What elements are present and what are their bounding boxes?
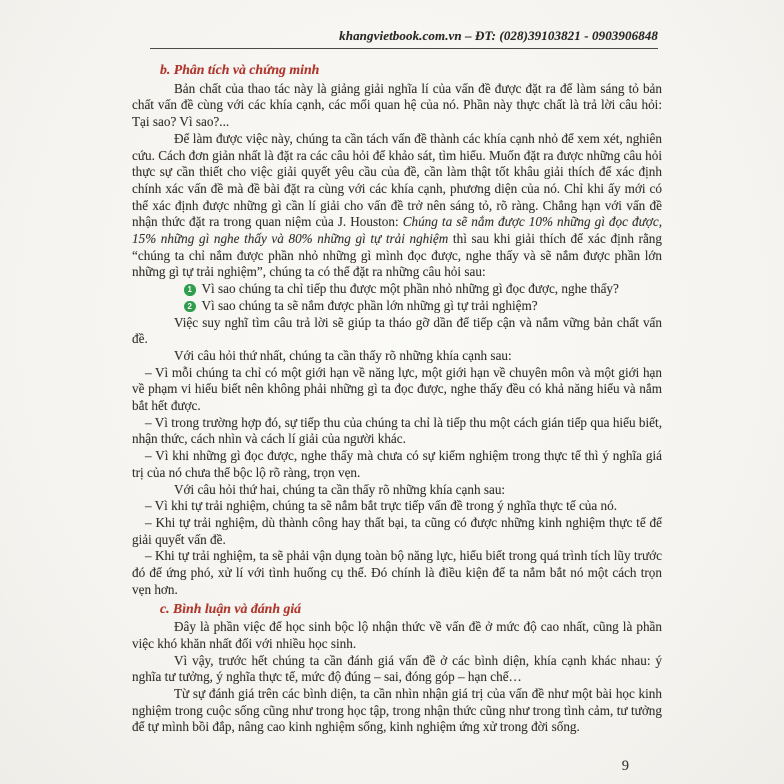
dash-point: – Vì khi tự trải nghiệm, chúng ta sẽ nắm bắt trực tiếp vấn đề trong ý nghĩa thực tế của nó. [145,498,618,514]
section-heading-b: b. Phân tích và chứng minh [160,62,320,77]
paragraph: Vì vậy, trước hết chúng ta cần đánh giá vấn đề ở các bình diện, khía cạnh khác nhau: ý nghĩa tư tưởng, ý nghĩa thực tế, mức độ đúng – sai, đóng góp – hạn chế… [132,652,662,685]
paragraph: Từ sự đánh giá trên các bình diện, ta cần nhìn nhận giá trị của vấn đề như một bài học kinh nghiệm trong cuộc sống cũng như trong học tập, trong nhận thức cũng như trong tình cảm, tư tưởng để tự mình bồi đắp, nâng cao kinh nghiệm sống, kinh nghiệm ứng xử trong đời sống. [132,686,662,735]
paragraph: Bản chất của thao tác này là giảng giải nghĩa lí của vấn đề được đặt ra để làm sáng tỏ bản chất vấn đề cùng với các khía cạnh, các mối quan hệ của nó. Phần này thực chất là trả lời câu hỏi: Tại sao? Vì sao?... [132,80,662,130]
paragraph-text: thì sau khi giải thích để xác định rằng “chúng ta chỉ nắm được phần nhỏ những gì mình đọc được, nghe thấy và sẽ nắm được phần lớn những gì tự trải nghiệm”, chúng ta có thể đặt ra những câu hỏi sau: [132,231,662,280]
question-text: Vì sao chúng ta sẽ nắm được phần lớn những gì tự trải nghiệm? [201,297,538,313]
section-heading-c: c. Bình luận và đánh giá [160,600,302,616]
green-number-1-icon: 1 [184,284,196,296]
dash-point: – Vì mỗi chúng ta chỉ có một giới hạn về năng lực, một giới hạn về chuyên môn và một giới hạn về phạm vi hiểu biết nên không phải những gì ta đọc được, nghe thấy đều có khả năng hiểu và nắm bắt hết được. [132,364,662,414]
paragraph: Việc suy nghĩ tìm câu trả lời sẽ giúp ta tháo gỡ dần để tiếp cận và nắm vững bản chất vấn đề. [132,314,662,347]
paragraph: Với câu hỏi thứ nhất, chúng ta cần thấy rõ những khía cạnh sau: [174,347,512,363]
page-number: 9 [621,758,629,774]
paragraph-with-quote [132,131,662,281]
page-header: khangvietbook.com.vn – ĐT: (028)39103821 - 0903906848 [150,28,658,49]
green-number-2-icon: 2 [184,301,196,313]
numbered-question [132,281,662,298]
dash-point: – Khi tự trải nghiệm, dù thành công hay thất bại, ta cũng có được những kinh nghiệm thực tế để giải quyết vấn đề. [132,514,662,547]
numbered-question [132,298,662,315]
paragraph: Với câu hỏi thứ hai, chúng ta cần thấy rõ những khía cạnh sau: [174,481,506,497]
paragraph: Đây là phần việc để học sinh bộc lộ nhận thức về vấn đề ở mức độ cao nhất, cũng là phần việc khó khăn nhất đối với nhiều học sinh. [132,619,662,651]
dash-point: – Vì khi những gì đọc được, nghe thấy mà chưa có sự kiểm nghiệm trong thực tế thì ý nghĩa giá trị của nó chưa thể bộc lộ rõ ràng, trọn vẹn. [132,448,662,480]
dash-point: – Vì trong trường hợp đó, sự tiếp thu của chúng ta chỉ là tiếp thu một cách gián tiếp qua hiểu biết, nhận thức, cách nhìn và cách lí giải của người khác. [132,414,662,447]
page-content [132,60,662,736]
dash-point: – Khi tự trải nghiệm, ta sẽ phải vận dụng toàn bộ năng lực, hiểu biết trong quá trình tích lũy trước đó để ứng phó, xử lí với tình huống cụ thể. Đó chính là điều kiện để ta nắm bắt nó một cách trọn vẹn hơn. [132,548,662,597]
paragraph-text: Để làm được việc này, chúng ta cần tách vấn đề thành các khía cạnh nhỏ để xem xét, nghiên cứu. Cách đơn giản nhất là đặt ra các câu hỏi để khảo sát, tìm hiểu. Muốn đặt ra được những câu hỏi thực sự cần thiết cho việc giải quyết yêu cầu của đề, cần làm thật tốt khâu giải thích để xác định chính xác vấn đề mà đề bài đặt ra cùng với các khía cạnh, phương diện của nó. Chỉ khi ấy mới có thể xác định được những gì cần lí giải cho vấn đề trở nên sáng tỏ, rõ ràng. Chẳng hạn với vấn đề nhận thức đặt ra trong quan niệm của J. Houston: [132,130,662,230]
question-text: Vì sao chúng ta chỉ tiếp thu được một phần nhỏ những gì đọc được, nghe thấy? [201,281,619,297]
houston-quote: Chúng ta sẽ nắm được 10% những gì đọc được, 15% những gì nghe thấy và 80% những gì tự trải nghiệm [132,214,662,247]
